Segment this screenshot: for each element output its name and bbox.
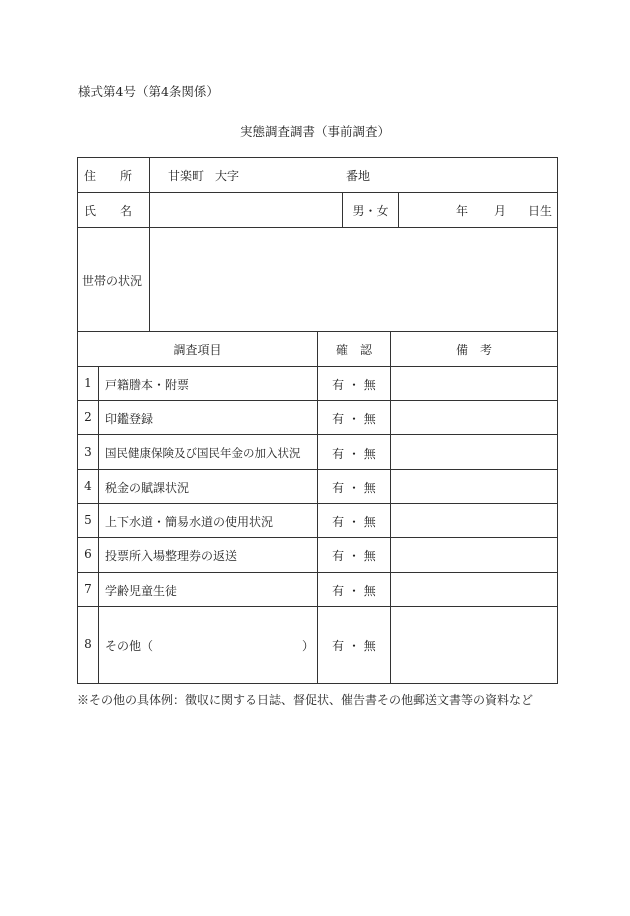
row-item: 投票所入場整理券の返送 [105,549,238,563]
header-remarks: 備 考 [455,343,492,357]
row-number: 7 [84,582,92,596]
row-item-close: ） [302,639,315,653]
row-item: 戸籍謄本・附票 [105,378,190,392]
row-item: その他（ [105,639,154,653]
header-item: 調査項目 [173,343,222,357]
row-confirm: 有 ・ 無 [332,515,376,529]
address-banchi: 番地 [346,169,371,183]
row-confirm: 有 ・ 無 [332,412,376,426]
row-confirm: 有 ・ 無 [332,378,376,392]
row-number: 4 [84,479,92,493]
address-aza: 大字 [215,169,240,183]
row-number: 1 [84,376,92,390]
rule-number-divider [98,366,99,683]
row-confirm: 有 ・ 無 [332,639,376,653]
rule-label-divider [149,157,150,331]
row-confirm: 有 ・ 無 [332,584,376,598]
row-item: 印鑑登録 [105,412,154,426]
row-item: 学齢児童生徒 [105,584,178,598]
address-town: 甘楽町 [168,169,205,183]
row-number: 6 [84,547,92,561]
row-confirm: 有 ・ 無 [332,481,376,495]
footnote: ※その他の具体例：徴収に関する日誌、督促状、催告書その他郵送文書等の資料など [77,693,534,707]
row-item: 税金の賦課状況 [105,481,190,495]
header-confirm: 確 認 [335,343,372,357]
address-label: 住 所 [84,169,133,183]
dob-year: 年 [456,204,469,218]
row-number: 8 [84,637,92,651]
document-title: 実態調査調書（事前調査） [239,124,390,139]
gender-options: 男・女 [352,204,389,218]
row-number: 3 [84,445,92,459]
row-item: 上下水道・簡易水道の使用状況 [105,515,274,529]
row-number: 5 [84,513,92,527]
household-label: 世帯の状況 [82,274,143,288]
rule-confirm-divider [390,331,391,683]
dob-month: 月 [494,204,507,218]
dob-day: 日生 [528,204,553,218]
rule-gender-right [398,192,399,227]
form-number: 様式第4号（第4条関係） [78,84,219,99]
row-item: 国民健康保険及び国民年金の加入状況 [105,446,301,460]
rule-right [557,157,558,684]
row-confirm: 有 ・ 無 [332,549,376,563]
row-number: 2 [84,410,92,424]
row-confirm: 有 ・ 無 [332,447,376,461]
name-label: 氏 名 [84,204,133,218]
rule-bottom [77,683,557,684]
